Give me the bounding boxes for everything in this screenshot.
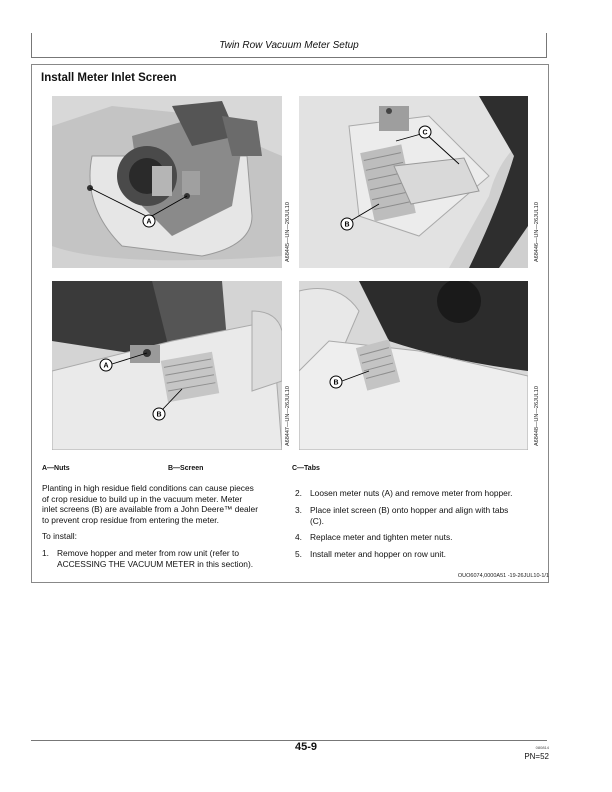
intro-line: Planting in high residue field conditions can cause pieces [42,483,254,493]
figure-meter-nuts [52,96,282,268]
step-text: Place inlet screen (B) onto hopper and align with tabs (C). [310,505,509,526]
step-2 [295,488,545,500]
footer-date-code: 080814 [535,745,549,750]
figure-screen-side [299,281,528,450]
step-number: 2. [295,488,302,498]
callout-b: B [156,411,162,419]
running-header: Twin Row Vacuum Meter Setup [219,40,359,51]
step-3 [295,505,545,527]
step-4 [295,532,545,544]
step-text: Replace meter and tighten meter nuts. [310,532,453,542]
figure-code-3: A68447—UN—26JUL10 [285,386,291,446]
step-number: 1. [42,548,49,558]
step-text: Remove hopper and meter from row unit (refer to ACCESSING THE VACUUM METER in this section). [57,548,254,569]
callout-a: A [103,362,109,370]
intro-line: inlet screens (B) are available from a John Deere™ dealer [42,504,258,514]
intro-paragraph [42,483,287,525]
step-text: Loosen meter nuts (A) and remove meter from hopper. [310,488,513,498]
step-number: 5. [295,549,302,559]
step-number: 4. [295,532,302,542]
figure-screen-tabs [299,96,528,268]
callout-a: A [146,218,152,226]
footer-pn: PN=52 [524,752,549,761]
intro-line: to prevent crop residue from entering the meter. [42,514,219,525]
legend-c: C—Tabs [292,465,320,472]
figure-code-1: A68445—UN—26JUL10 [285,202,291,262]
legend-b: B—Screen [168,465,204,472]
photo-meter-on-hopper [52,96,282,268]
step-5 [295,549,545,561]
step-text: Install meter and hopper on row unit. [310,549,446,559]
intro-line: of crop residue to build up in the vacuum meter. Meter [42,493,243,504]
step-1 [42,548,292,570]
figure-code-4: A68448—UN—26JUL10 [534,386,540,446]
to-install-label: To install: [42,531,77,541]
legend-a: A—Nuts [42,465,70,472]
callout-b: B [333,379,339,387]
page-number: 45-9 [294,741,318,753]
figure-installed-meter [52,281,282,450]
callout-b: B [344,221,350,229]
section-title: Install Meter Inlet Screen [41,72,177,84]
document-reference-code: OUO6074,0000A51 -19-26JUL10-1/1 [457,573,549,579]
header-divider [31,57,547,58]
figure-code-2: A68446—UN—26JUL10 [534,202,540,262]
callout-c: C [422,129,428,137]
step-number: 3. [295,505,302,515]
